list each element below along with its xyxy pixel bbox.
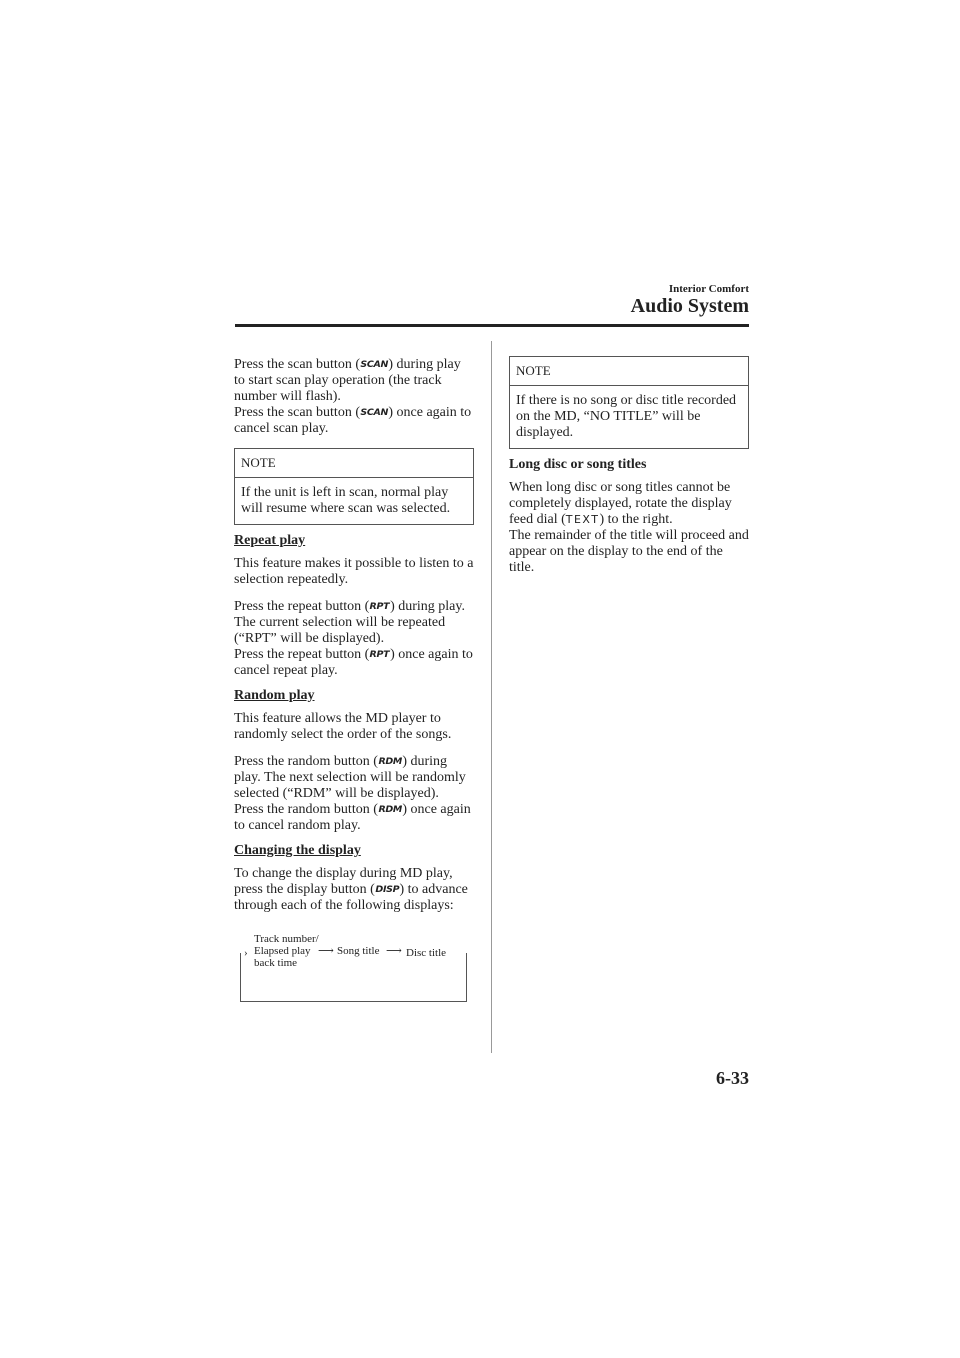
repeat-instructions [234,599,474,679]
random-button-icon: RDM [378,757,402,767]
display-heading: Changing the display [234,843,361,858]
flow-text: Track number/ [254,933,319,945]
note-box-title [509,356,749,449]
random-heading: Random play [234,688,315,703]
scan-button-icon: SCAN [360,408,389,418]
text: The remainder of the title will proceed and appear on the display to the end of the title. [509,528,749,575]
repeat-button-icon: RPT [369,650,390,660]
flow-item-track-number [254,933,319,969]
arrow-icon: ⟶ [318,945,334,957]
flow-text: Elapsed play [254,945,311,957]
text: ) to advance through each of the following displays: [234,882,468,913]
section-label: Interior Comfort [668,283,749,295]
repeat-button-icon: RPT [369,602,390,612]
header-rule [235,324,749,327]
arrow-icon: › [244,947,248,959]
text: ) during play to start scan play operation (the track number will flash). [234,357,461,404]
long-titles-instructions [509,480,749,576]
text-dial-icon: TEXT [565,513,600,526]
flow-item-disc-title: Disc title [406,947,447,959]
text: To change the display during MD play, press the display button ( [234,866,453,897]
repeat-heading: Repeat play [234,533,306,548]
text: ) once again to cancel scan play. [234,405,472,436]
random-instructions [234,754,474,834]
flow-text: back time [254,957,298,969]
long-titles-heading: Long disc or song titles [509,457,647,472]
text: Press the scan button ( [234,357,360,372]
random-button-icon: RDM [378,805,402,815]
display-button-icon: DISP [375,885,400,895]
text: Press the repeat button ( [234,647,370,662]
text: ) to the right. [599,512,673,527]
note-body: If the unit is left in scan, normal play will resume where scan was selected. [241,485,451,516]
scan-button-icon: SCAN [360,360,389,370]
text: ) during play. The next selection will be randomly selected (“RDM” will be displayed). [234,754,466,801]
page-number: 6-33 [716,1068,749,1088]
text: Press the repeat button ( [234,599,370,614]
flow-item-song-title: Song title [337,945,380,957]
page-title: Audio System [630,295,749,317]
arrow-icon: ⟶ [386,945,402,957]
note-title: NOTE [235,449,473,478]
display-instructions [234,866,474,914]
text: When long disc or song titles cannot be completely displayed, rotate the display feed dial ( [509,480,732,527]
text: Press the scan button ( [234,405,360,420]
note-body: If there is no song or disc title recorded on the MD, “NO TITLE” will be displayed. [516,393,737,440]
note-title: NOTE [510,357,748,386]
right-column [509,457,749,576]
note-box-scan [234,448,474,525]
column-divider [491,341,492,1053]
text: ) during play. The current selection will be repeated (“RPT” will be displayed). [234,599,465,646]
text: Press the random button ( [234,802,378,817]
text: Press the random button ( [234,754,378,769]
repeat-description: This feature makes it possible to listen to a selection repeatedly. [234,556,474,587]
text: ) once again to cancel repeat play. [234,647,473,678]
left-column [234,357,474,437]
scan-paragraph [234,357,474,437]
random-description: This feature allows the MD player to randomly select the order of the songs. [234,711,452,742]
left-column-lower [234,533,474,914]
text: ) once again to cancel random play. [234,802,471,833]
